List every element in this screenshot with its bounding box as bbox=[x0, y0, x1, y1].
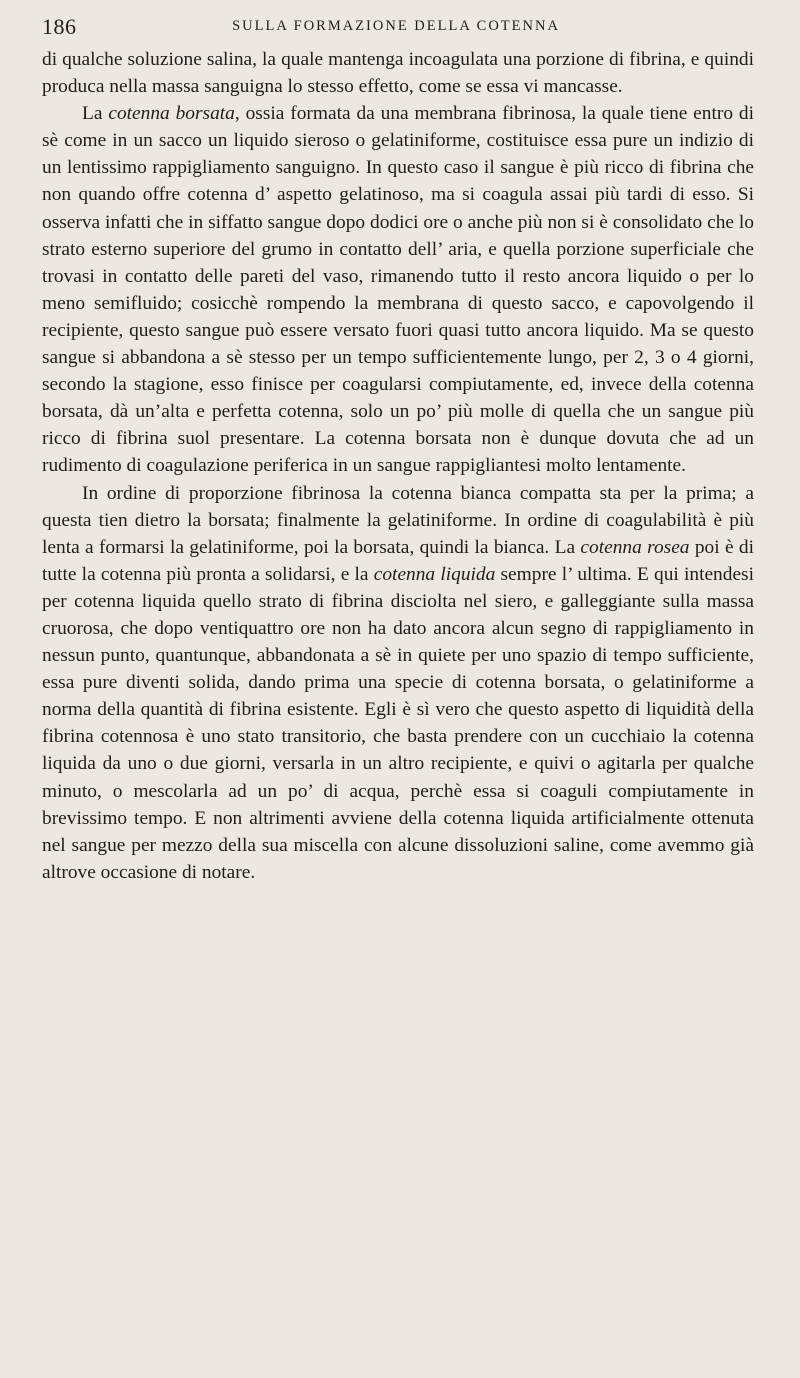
text-run: di qualche soluzione salina, la quale mantenga incoagulata una porzione di fibrina, e quindi produca nella massa sanguigna lo stesso effetto, come se essa vi mancasse. bbox=[42, 49, 754, 98]
text-run: La bbox=[82, 103, 109, 125]
body-text bbox=[42, 46, 754, 886]
page-header bbox=[42, 14, 750, 44]
text-run: , ossia formata da una membrana fibrinosa, la quale tiene entro di sè come in un sacco un liquido sieroso o gelatiniforme, costituisce essa pure un indizio di un lentissimo rappigliamento sanguigno. In questo caso il sangue è più ricco di fibrina che non quando offre cotenna d’ aspetto gelatinoso, ma si coagula assai più tardi di esso. Si osserva infatti che in siffatto sangue dopo dodici ore o anche più non si è consolidato che lo strato esterno superiore del grumo in contatto dell’ aria, e quella porzione superficiale che trovasi in contatto delle pareti del vaso, rimanendo tutto il resto ancora liquido o per lo meno semifluido; cosicchè rompendo la membrana di questo sacco, e capovolgendo il recipiente, questo sangue può essere versato fuori quasi tutto ancora liquido. Ma se questo sangue si abbandona a sè stesso per un tempo sufficientemente lungo, per 2, 3 o 4 giorni, secondo la stagione, esso finisce per coagularsi compiutamente, ed, invece della cotenna borsata, dà un’alta e perfetta cotenna, solo un po’ più molle di quella che un sangue più ricco di fibrina suol presentare. La cotenna borsata non è dunque dovuta che ad un rudimento di coagulazione periferica in un sangue rappigliantesi molto lentamente. bbox=[42, 103, 754, 477]
italic-term: cotenna liquida bbox=[373, 563, 496, 585]
italic-term: cotenna borsata bbox=[108, 103, 235, 125]
paragraph bbox=[42, 100, 754, 479]
text-run: In ordine di proporzione fibrinosa la cotenna bianca compatta sta per la prima; a questa tien dietro la borsata; finalmente la gelatiniforme. In ordine di coagulabilità è più lenta a formarsi la gelatiniforme, poi la borsata, quindi la bianca. La bbox=[42, 482, 754, 558]
paragraph bbox=[42, 480, 754, 886]
text-run: poi è di tutte la cotenna più pronta a solidarsi, e la bbox=[42, 536, 754, 585]
paragraph bbox=[42, 46, 754, 100]
page-number: 186 bbox=[42, 14, 77, 39]
text-run: sempre l’ ultima. E qui intendesi per cotenna liquida quello strato di fibrina disciolta nel siero, e galleggiante sulla massa cruorosa, che dopo ventiquattro ore non ha dato ancora alcun segno di rappigliamento in nessun punto, quantunque, abbandonata a sè in quiete per uno spazio di tempo sufficiente, essa pure diventi solida, dando prima una specie di cotenna borsata, o gelatiniforme a norma della quantità di fibrina esistente. Egli è sì vero che questo aspetto di liquidità della fibrina cotennosa è uno stato transitorio, che basta prendere con un cucchiaio la cotenna liquida da uno o due giorni, versarla in un altro recipiente, e quivi o agitarla per qualche minuto, o mescolarla ad un po’ di acqua, perchè essa si coaguli compiutamente in brevissimo tempo. E non altrimenti avviene della cotenna liquida artificialmente ottenuta nel sangue per mezzo della sua miscella con alcune dissoluzioni saline, come avemmo già altrove occasione di notare. bbox=[42, 563, 754, 883]
italic-term: cotenna rosea bbox=[580, 536, 690, 558]
running-title: SULLA FORMAZIONE DELLA COTENNA bbox=[232, 18, 560, 34]
